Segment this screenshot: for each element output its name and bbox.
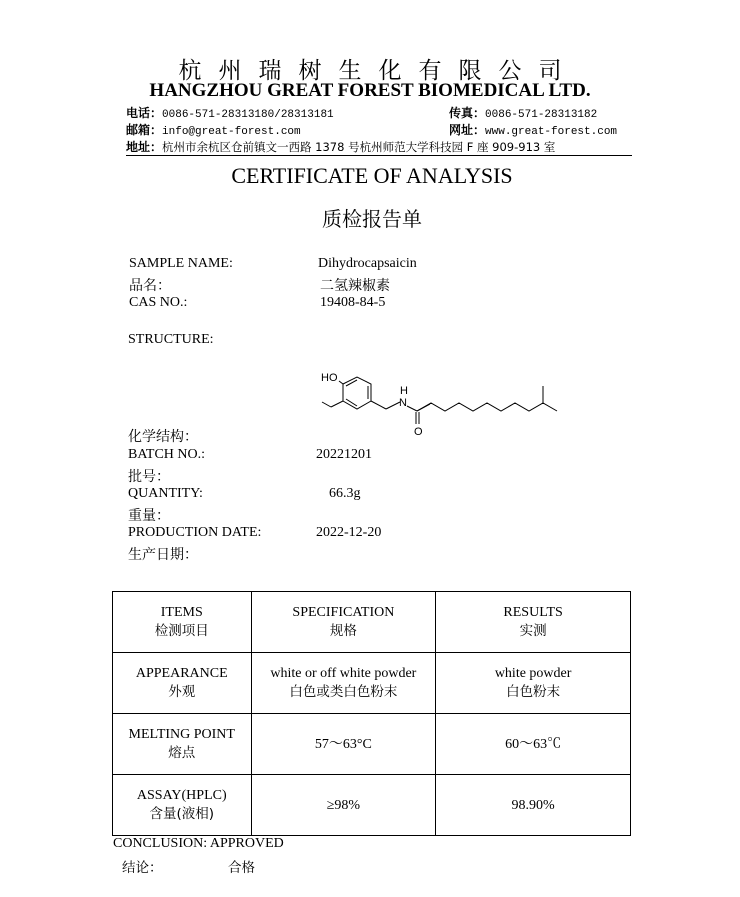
structure-bonds — [322, 377, 557, 424]
ring-double-bond — [346, 380, 357, 386]
spec-cn: 白色或类白色粉末 — [289, 684, 398, 700]
results-table — [112, 591, 631, 836]
quantity-value: 66.3g — [329, 486, 361, 501]
certificate-title-en: CERTIFICATE OF ANALYSIS — [231, 163, 513, 188]
cas-value: 19408-84-5 — [320, 295, 386, 310]
phone-value: 0086-571-28313180/28313181 — [162, 109, 334, 121]
alkyl-chain — [417, 403, 557, 411]
certificate-title-cn: 质检报告单 — [322, 207, 422, 231]
sample-name-cn-value: 二氢辣椒素 — [320, 278, 390, 294]
address-value: 杭州市余杭区仓前镇文一西路 1378 号杭州师范大学科技园 F 座 909-913 室 — [162, 140, 556, 154]
spec-value: ≥98% — [326, 797, 361, 813]
spec-cell — [251, 653, 436, 714]
batch-label: BATCH NO.: — [128, 447, 206, 462]
fax-label: 传真： — [449, 106, 486, 120]
quantity-label: QUANTITY: — [128, 486, 203, 501]
item-cell — [113, 714, 252, 775]
methoxy-bond — [331, 401, 343, 407]
header-spec-cn: 规格 — [329, 623, 357, 639]
table-row — [113, 653, 631, 714]
ring-double-bond — [346, 399, 357, 406]
company-name-cn: 杭州瑞树生化有限公司 — [178, 58, 579, 83]
email-value[interactable]: info@great-forest.com — [162, 126, 301, 138]
fax-value: 0086-571-28313182 — [485, 109, 598, 121]
conclusion-label-en: CONCLUSION: — [113, 836, 208, 851]
amide-h-atom-label: H — [400, 385, 408, 397]
header-results-en: RESULTS — [503, 605, 563, 620]
fax-line — [449, 104, 597, 121]
company-name-en: HANGZHOU GREAT FOREST BIOMEDICAL LTD. — [149, 80, 591, 101]
header-items-en: ITEMS — [160, 605, 203, 620]
phone-label: 电话： — [126, 106, 163, 120]
cas-label: CAS NO.: — [129, 295, 188, 310]
hydroxyl-bond — [339, 381, 343, 384]
phone-line — [126, 104, 334, 121]
header-spec-en: SPECIFICATION — [292, 605, 395, 620]
oxygen-atom-label: O — [414, 426, 423, 438]
header-items-cn: 检测项目 — [154, 623, 209, 639]
header-divider — [126, 155, 632, 156]
ch2-n-bond — [386, 402, 400, 409]
spec-cell — [251, 714, 436, 775]
table-row — [113, 714, 631, 775]
batch-value: 20221201 — [316, 447, 372, 462]
conclusion-value-en: APPROVED — [209, 836, 284, 851]
methoxy-methyl-bond — [322, 402, 331, 407]
quantity-cn-label: 重量： — [128, 508, 170, 524]
result-value: 60～63℃ — [505, 736, 562, 752]
item-en: APPEARANCE — [135, 666, 228, 681]
item-en: ASSAY(HPLC) — [136, 788, 227, 803]
sample-name-label: SAMPLE NAME: — [129, 256, 233, 271]
result-cell — [436, 653, 631, 714]
website-label: 网址： — [449, 123, 486, 137]
structure-label: STRUCTURE: — [128, 332, 214, 347]
table-header-row — [113, 592, 631, 653]
sample-name-cn-label: 品名： — [129, 278, 171, 294]
hydroxyl-atom-label: HO — [321, 372, 338, 384]
benzene-ring — [343, 377, 371, 409]
item-cn: 含量(液相) — [149, 806, 215, 822]
conclusion-line-en — [113, 836, 284, 852]
result-value: 98.90% — [511, 797, 555, 813]
result-en: white powder — [494, 666, 572, 681]
spec-cell — [251, 775, 436, 836]
result-cn: 白色粉末 — [506, 684, 561, 700]
item-cell — [113, 653, 252, 714]
table-row — [113, 775, 631, 836]
email-label: 邮箱： — [126, 123, 163, 137]
chemical-structure-diagram — [310, 364, 574, 442]
header-specification — [251, 592, 436, 653]
header-results — [436, 592, 631, 653]
production-date-cn-label: 生产日期： — [128, 547, 198, 563]
website-value[interactable]: www.great-forest.com — [485, 126, 618, 138]
header-items — [113, 592, 252, 653]
website-line — [449, 121, 617, 138]
item-cell — [113, 775, 252, 836]
item-cn: 熔点 — [168, 745, 196, 761]
sample-name-value: Dihydrocapsaicin — [318, 256, 417, 271]
spec-value: 57～63°C — [314, 736, 372, 752]
amide-bond — [407, 406, 417, 411]
nitrogen-atom-label: N — [399, 397, 407, 409]
email-line — [126, 121, 301, 138]
address-label: 地址： — [126, 140, 163, 154]
conclusion-label-cn: 结论： — [122, 860, 163, 876]
result-cell — [436, 775, 631, 836]
spec-en: white or off white powder — [270, 666, 417, 681]
result-cell — [436, 714, 631, 775]
benzyl-bond — [371, 401, 386, 409]
item-cn: 外观 — [168, 684, 196, 700]
production-date-value: 2022-12-20 — [316, 525, 382, 540]
header-results-cn: 实测 — [519, 623, 547, 639]
structure-cn-label: 化学结构： — [128, 429, 198, 445]
batch-cn-label: 批号： — [128, 469, 170, 485]
conclusion-value-cn: 合格 — [228, 860, 255, 876]
address-line — [126, 138, 555, 155]
production-date-label: PRODUCTION DATE: — [128, 525, 262, 540]
item-en: MELTING POINT — [128, 727, 235, 742]
